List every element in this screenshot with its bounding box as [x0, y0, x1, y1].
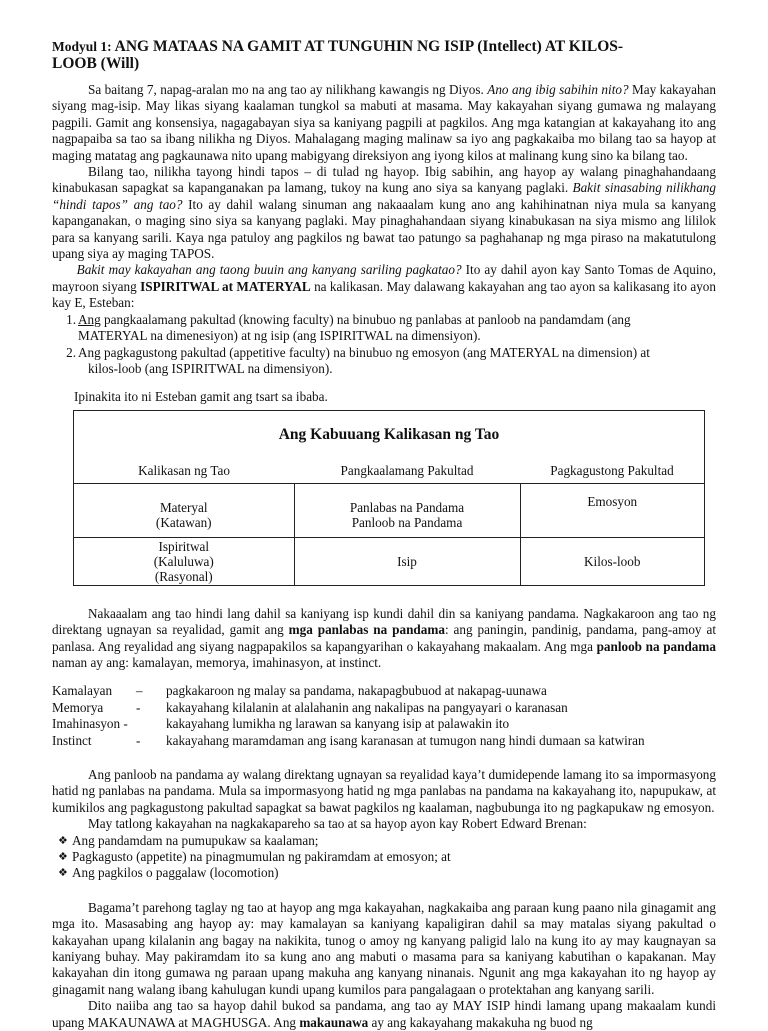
paragraph-8: [52, 998, 716, 1031]
list-item: [52, 345, 716, 378]
module-title-line1: ANG MATAAS NA GAMIT AT TUNGUHIN NG ISIP (Intellect) AT KILOS-: [114, 38, 624, 55]
definition-dash: –: [136, 683, 143, 699]
table-title: Ang Kabuuang Kalikasan ng Tao: [74, 410, 705, 459]
definition-term: Instinct: [52, 732, 92, 748]
cell-line: Materyal: [159, 500, 208, 516]
diamond-bullet-icon: ❖: [58, 833, 68, 847]
paragraph-5: Ang panloob na pandama ay walang direktang ugnayan sa reyalidad kaya’t dumidepende lamang ito sa impormasyong hatid ng panlabas na pandama. Mula sa impormasyong hatid ng mga panlabas na pandama na kakayahang ito, napupukaw, at kumikilos ang pagkagustong pakultad sapagkat sa bawat pagkilos ng kaalaman, nagbubunga ito ng pagkapukaw ng emosyon.: [52, 766, 716, 815]
paragraph-6: May tatlong kakayahan na nagkakapareho sa tao at sa hayop ayon kay Robert Edward Brenan:: [88, 816, 587, 832]
chart-intro: Ipinakita ito ni Esteban gamit ang tsart sa ibaba.: [74, 389, 328, 405]
definition-dash: -: [136, 732, 141, 748]
list-item-line1: pangkaalamang pakultad (knowing faculty) na binubuo ng panlabas at panloob na pandamdam (ang: [100, 311, 631, 327]
paragraph-2-text-b: Ito ay dahil walang sinuman ang nakaaalam kung ano ang kahihinatnan niya mula sa kanyang kapanganakan, o maging sino siya sa kanyang paglaki. May pinaghahandaan siyang kinabukasan na siya mismo ang lililok para sa kanyang sarili. Kaya nga patuloy ang pagkilos ng bawat tao patungo sa paghahanap ng mga piraso na makatutulong upang siya ay maging TAPOS.: [52, 196, 716, 262]
paragraph-3-text-b: na kalikasan. May dalawang kakayahan ang tao ayon sa kalikasang ito ayon kay E, Esteban:: [52, 278, 716, 311]
nature-of-man-table: [73, 410, 705, 586]
paragraph-3-question: Bakit may kakayahan ang taong buuin ang kanyang sariling pagkatao?: [76, 262, 462, 278]
paragraph-1-question: Ano ang ibig sabihin nito?: [487, 82, 629, 97]
definition-term: Kamalayan: [52, 683, 113, 699]
definition-row: [52, 700, 716, 716]
bullet-item: [58, 849, 716, 865]
paragraph-2: [52, 164, 716, 262]
inner-senses-definitions: [52, 683, 716, 749]
paragraph-4-text-a: Nakaaalam ang tao hindi lang dahil sa kaniyang isp kundi dahil din sa kaniyang pandama. Nagkakaroon ang tao ng direktang ugnayan sa reyalidad, gamit ang: [52, 605, 716, 638]
table-header: Kalikasan ng Tao: [74, 459, 295, 484]
cell-line: (Kaluluwa): [153, 553, 214, 569]
table-cell: [74, 537, 295, 585]
document-page: [52, 38, 716, 1031]
list-item-line1: Ang pagkagustong pakultad (appetitive faculty) na binubuo ng emosyon (ang MATERYAL na dimension) at: [78, 344, 650, 360]
list-underlined-word: Ang: [78, 311, 101, 327]
paragraph-4-bold-2: panloob na pandama: [596, 638, 716, 654]
table-row: [74, 537, 705, 585]
definition-row: [52, 716, 716, 732]
paragraph-8-text-b: ay ang kakayahang makakuha ng buod ng: [368, 1014, 593, 1030]
table-cell: Kilos-loob: [520, 537, 705, 585]
paragraph-1-text-b: May kakayahan siyang mag-isip. May likas siyang kaalaman tungkol sa mabuti at masama. May kakayahan siyang gumawa ng malayang pagpili. Gamit ang konsensiya, nagagabayan siya sa kaniyang pagpili at pagkilos. Ang mga katangian at kakayahang ito ang nagpapaiba sa tao sa ibang nilikha ng Diyos. Mahalagang maging malinaw sa iyo ang pagkakaiba mo bilang tao sa hayop at maging matatag ang pagkaunawa nito upang mabigyang direksiyon ang iyong kilos at malinang kung sino ka bilang tao.: [52, 82, 716, 163]
list-item-line2: MATERYAL na dimenesiyon) at ng isip (ang ISPIRITWAL na dimensiyon).: [78, 328, 481, 344]
list-number: 2.: [66, 344, 76, 360]
bullet-text: Ang pandamdam na pumupukaw sa kaalaman;: [72, 832, 319, 848]
shared-abilities-list: [52, 833, 716, 882]
definition-text: kakayahang lumikha ng larawan sa kanyang isip at palawakin ito: [166, 716, 510, 732]
bullet-item: [58, 865, 716, 881]
paragraph-1: [52, 82, 716, 164]
paragraph-2-text-a: Bilang tao, nilikha tayong hindi tapos – di tulad ng hayop. Ibig sabihin, ang hayop ay walang pinaghahandaang kinabukasan sapagkat sa kapanganakan pa lamang, tukoy na kung ano siya sa kanyang paglaki.: [52, 164, 716, 196]
table-header: Pagkagustong Pakultad: [520, 459, 705, 484]
table-cell: [74, 483, 295, 537]
table-cell: Isip: [294, 537, 520, 585]
definition-dash: -: [136, 699, 141, 715]
definition-term: Imahinasyon -: [52, 716, 128, 732]
cell-line: Ispiritwal: [158, 538, 210, 554]
definition-text: pagkakaroon ng malay sa pandama, nakapagbubuod at nakapag-uunawa: [166, 683, 547, 699]
module-number: Modyul 1:: [52, 39, 112, 54]
paragraph-7: Bagama’t parehong taglay ng tao at hayop ang mga kakayahan, nagkakaiba ang paraan kung paano nila ginagamit ang mga ito. Masasabing ang hayop ay: may kamalayan sa kaniyang kapaligiran dahil sa may matalas siyang pakultad o kakayahan upang kilalanin ang bagay na nakikita, tunog o amoy ng kanyang paligid lalo na kung ito ay may kaugnayan sa kaniyang buhay. May pakiramdam ito sa kung ano ang mabuti o masama para sa kaniyang kabutihan o kapakanan. May kakayahan din itong gumawa ng paraan upang makuha ang kanyang ninanais. Ngunit ang mga kakayahan ito ng hayop ay ginagamit nang walang ibang kahulugan kundi upang kumilos para pangalagaan o protektahan ang kanyang sarili.: [52, 899, 716, 997]
paragraph-4-bold-1: mga panlabas na pandama: [288, 622, 445, 638]
bullet-item: [58, 833, 716, 849]
faculty-list: [52, 312, 716, 378]
paragraph-2-question: Bakit sinasabing nilikhang “hindi tapos” ang tao?: [52, 180, 716, 212]
paragraph-3-text-a: Ito ay dahil ayon kay Santo Tomas de Aquino, mayroon siyang: [52, 262, 716, 294]
paragraph-4-text-c: naman ay ang: kamalayan, memorya, imahinasyon, at instinct.: [52, 654, 382, 670]
diamond-bullet-icon: ❖: [58, 866, 68, 880]
diamond-bullet-icon: ❖: [58, 850, 68, 863]
list-item-line2: kilos-loob (ang ISPIRITWAL na dimensiyon).: [88, 360, 333, 376]
list-item: [52, 312, 716, 345]
cell-line: Panloob na Pandama: [351, 515, 463, 531]
list-number: 1.: [66, 311, 76, 327]
table-cell: [294, 483, 520, 537]
paragraph-8-text-a: Dito naiiba ang tao sa hayop dahil bukod sa pandama, ang tao ay MAY ISIP hindi lamang upang makaalam kundi upang MAKAUNAWA at MAGHUSGA. Ang: [52, 998, 716, 1030]
table-header: Pangkaalamang Pakultad: [294, 459, 520, 484]
paragraph-3: [52, 262, 716, 311]
bullet-text: Pagkagusto (appetite) na pinagmumulan ng pakiramdam at emosyon; at: [72, 849, 451, 864]
definition-text: kakayahang kilalanin at alalahanin ang nakalipas na pangyayari o karanasan: [166, 699, 568, 715]
definition-term: Memorya: [52, 699, 104, 715]
definition-row: [52, 683, 716, 699]
cell-line: (Rasyonal): [154, 568, 213, 584]
cell-line: (Katawan): [155, 515, 212, 531]
table-row: [74, 483, 705, 537]
paragraph-8-bold: makaunawa: [299, 1014, 369, 1030]
bullet-text: Ang pagkilos o paggalaw (locomotion): [72, 865, 279, 881]
paragraph-3-bold: ISPIRITWAL at MATERYAL: [140, 278, 311, 294]
definition-text: kakayahang maramdaman ang isang karanasan at tumugon nang hindi dumaan sa katwiran: [166, 732, 645, 748]
table-cell: Emosyon: [520, 483, 705, 537]
paragraph-4: [52, 606, 716, 672]
module-title: [52, 38, 716, 72]
paragraph-4-text-b: : ang paningin, pandinig, pandama, pang-amoy at panlasa. Ang reyalidad ang siyang nagpapakilos sa kapangyarihan o kakayahang makaalam. Ang mga: [52, 622, 716, 654]
cell-line: Panlabas na Pandama: [349, 500, 465, 516]
paragraph-1-text-a: Sa baitang 7, napag-aralan mo na ang tao ay nilikhang kawangis ng Diyos.: [88, 82, 488, 97]
definition-row: [52, 733, 716, 749]
module-title-line2: LOOB (Will): [52, 55, 140, 72]
